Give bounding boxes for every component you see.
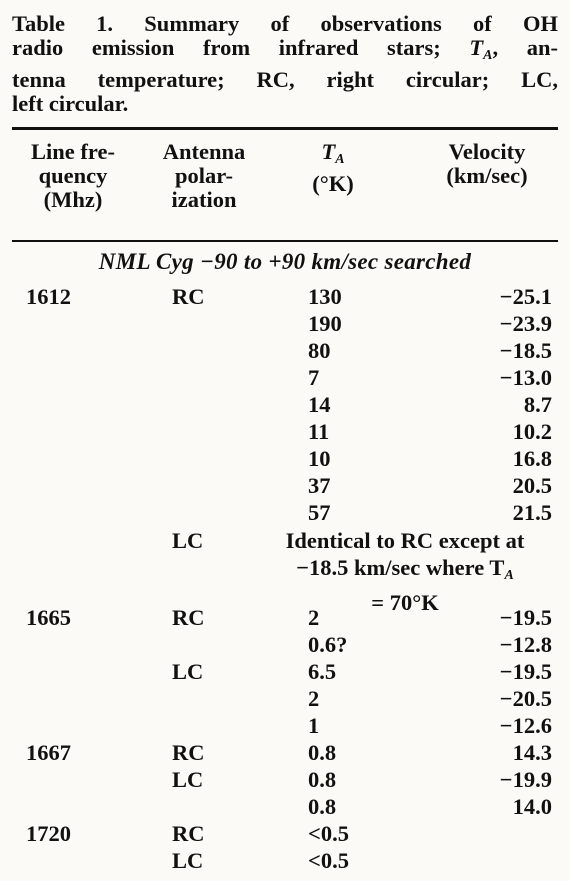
temperature-cell: 130: [308, 284, 342, 309]
table-row: [12, 631, 558, 658]
temperature-cell: 11: [308, 419, 330, 444]
note-text: −18.5 km/sec where T: [296, 555, 505, 580]
table-row: [12, 364, 558, 391]
table-row: [12, 472, 558, 499]
velocity-cell: −12.6: [499, 713, 552, 738]
temperature-cell: 7: [308, 365, 320, 390]
polarization-cell: LC: [172, 528, 204, 553]
velocity-cell: −13.0: [499, 365, 552, 390]
velocity-cell: −19.9: [499, 767, 552, 792]
frequency-cell: 1720: [26, 821, 71, 846]
header-rule: [12, 240, 558, 242]
velocity-cell: −18.5: [499, 338, 552, 363]
header-polarization: [148, 140, 260, 212]
table-row: [12, 604, 558, 631]
temperature-cell: 14: [308, 392, 331, 417]
polarization-cell: RC: [172, 605, 205, 630]
header-line: (°K): [312, 171, 354, 196]
frequency-cell: 1667: [26, 740, 71, 765]
caption-line: Table 1. Summary of observations of OH: [12, 11, 558, 36]
velocity-cell: −19.5: [499, 605, 552, 630]
table-row: [12, 685, 558, 712]
note-line: Identical to RC except at: [285, 528, 525, 553]
ta-subscript: A: [335, 152, 345, 167]
header-velocity: [422, 140, 552, 188]
header-line: Antenna: [162, 139, 246, 164]
caption-line: radio emission from infrared stars; $T_A$, an-: [12, 35, 558, 63]
table-row: [12, 499, 558, 526]
temperature-cell: 0.6?: [308, 632, 348, 657]
velocity-cell: 14.0: [512, 794, 552, 819]
table-row: [12, 766, 558, 793]
velocity-cell: 21.5: [512, 500, 552, 525]
note-line: = 70°K: [371, 590, 439, 615]
header-line: (Mhz): [43, 187, 103, 212]
table-row: [12, 739, 558, 766]
temperature-cell: 190: [308, 311, 342, 336]
header-line: quency: [38, 163, 108, 188]
table-page: [12, 11, 558, 873]
temperature-cell: 2: [308, 605, 320, 630]
velocity-cell: −12.8: [499, 632, 552, 657]
temperature-cell: 57: [308, 500, 331, 525]
caption-line: left circular.: [12, 91, 129, 116]
section-heading: NML Cyg −90 to +90 km/sec searched: [98, 249, 472, 274]
table-body: [12, 604, 558, 874]
table-row: [12, 418, 558, 445]
lc-note: [252, 527, 558, 616]
polarization-cell: LC: [172, 848, 204, 873]
velocity-cell: 16.8: [512, 446, 552, 471]
velocity-cell: −20.5: [499, 686, 552, 711]
velocity-cell: 10.2: [512, 419, 552, 444]
frequency-cell: 1665: [26, 605, 71, 630]
table-row: [12, 445, 558, 472]
temperature-cell: <0.5: [308, 821, 349, 846]
temperature-cell: <0.5: [308, 848, 349, 873]
table-row: [12, 337, 558, 364]
table-caption: [12, 12, 558, 116]
polarization-cell: RC: [172, 821, 205, 846]
temperature-cell: 0.8: [308, 767, 337, 792]
temperature-cell: 0.8: [308, 794, 337, 819]
temperature-cell: 1: [308, 713, 320, 738]
ta-subscript: A: [483, 48, 493, 63]
temperature-cell: 10: [308, 446, 331, 471]
table-row: [12, 820, 558, 847]
table-row: [12, 283, 558, 310]
top-rule: [12, 127, 558, 130]
table-row: [12, 391, 558, 418]
note-line: [252, 554, 558, 589]
table-row: [12, 658, 558, 685]
temperature-cell: 0.8: [308, 740, 337, 765]
table-body: [12, 283, 558, 526]
header-line: Velocity: [448, 139, 526, 164]
header-line: ization: [171, 187, 237, 212]
velocity-cell: 8.7: [523, 392, 552, 417]
polarization-cell: RC: [172, 284, 205, 309]
header-line: polar-: [175, 163, 233, 188]
frequency-cell: 1612: [26, 284, 71, 309]
caption-line: tenna temperature; RC, right circular; LC,: [12, 67, 558, 92]
velocity-cell: −19.5: [499, 659, 552, 684]
header-line: [288, 140, 378, 172]
header-line: (km/sec): [446, 163, 528, 188]
temperature-cell: 2: [308, 686, 320, 711]
ta-symbol: T: [321, 139, 336, 164]
header-frequency: [18, 140, 128, 212]
ta-subscript: A: [504, 568, 514, 583]
polarization-cell: LC: [172, 659, 204, 684]
table-row: [12, 310, 558, 337]
table-row: [12, 793, 558, 820]
temperature-cell: 80: [308, 338, 331, 363]
temperature-cell: 6.5: [308, 659, 337, 684]
polarization-cell: RC: [172, 740, 205, 765]
velocity-cell: −25.1: [499, 284, 552, 309]
header-antenna-temperature: [288, 140, 378, 196]
table-row: [12, 712, 558, 739]
velocity-cell: 20.5: [512, 473, 552, 498]
polarization-cell: LC: [172, 767, 204, 792]
table-row: [12, 847, 558, 874]
header-line: Line fre-: [31, 139, 115, 164]
velocity-cell: 14.3: [512, 740, 552, 765]
temperature-cell: 37: [308, 473, 331, 498]
velocity-cell: −23.9: [499, 311, 552, 336]
